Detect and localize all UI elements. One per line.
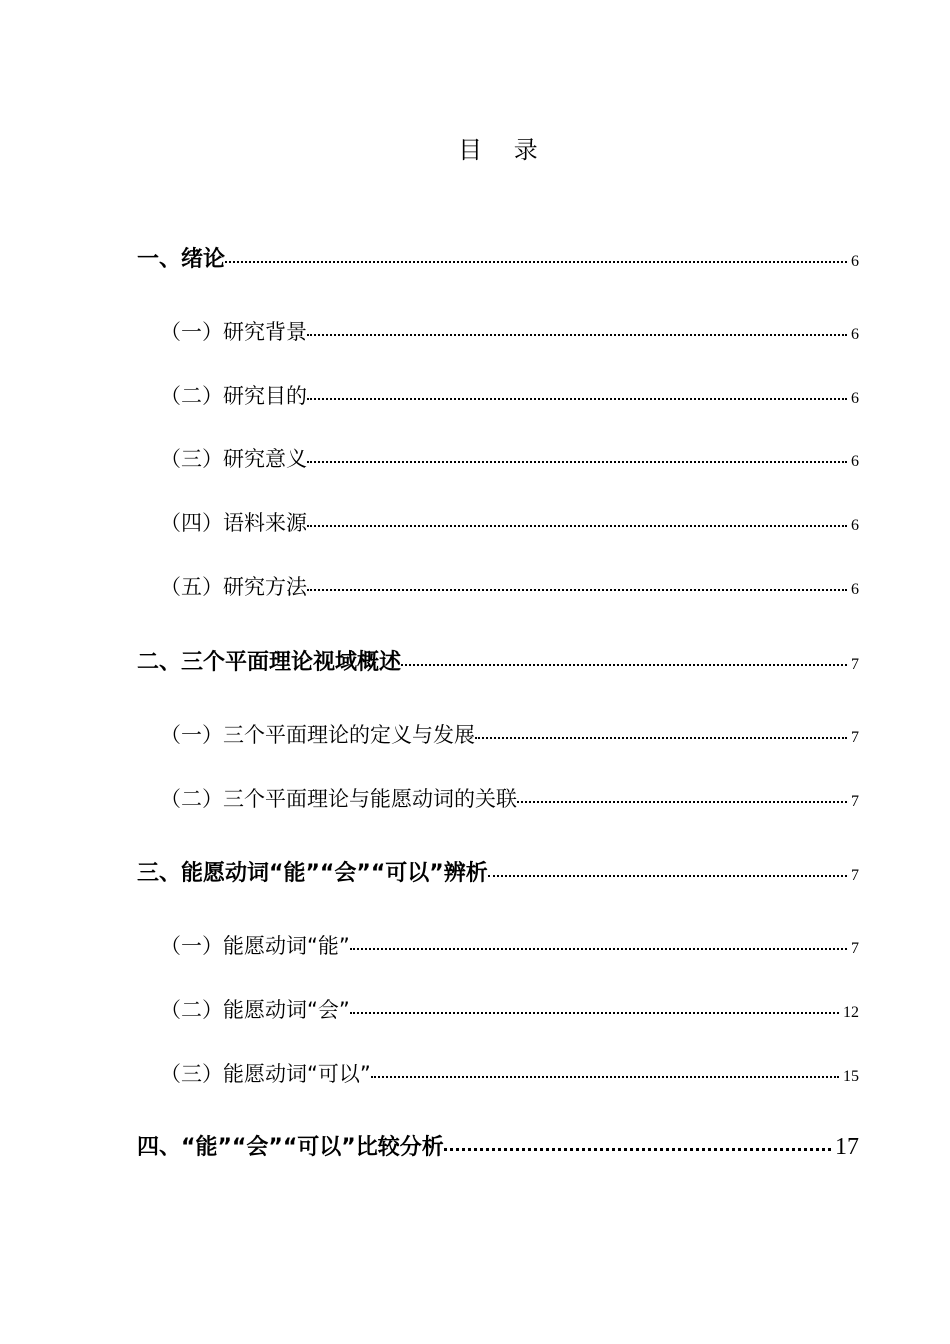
dot-leader [350,1012,839,1014]
toc-entry-chapter-3[interactable] [137,856,859,887]
dot-leader [488,875,847,877]
dot-leader [307,461,847,463]
toc-entry-page: 6 [851,453,859,470]
toc-entry-label: 四、“能”“会”“可以”比较分析 [137,1135,444,1160]
toc-title: 目 录 [458,136,550,164]
dot-leader [307,589,847,591]
dot-leader [475,737,847,739]
toc-entry-page: 6 [851,517,859,534]
toc-entry-section-1-3[interactable] [160,443,859,473]
toc-entry-label: （二）研究目的 [160,384,307,408]
toc-entry-label: 一、绪论 [137,247,226,272]
toc-entry-label: （五）研究方法 [160,575,307,599]
toc-entry-page: 7 [851,656,859,673]
toc-entry-page: 17 [835,1134,859,1160]
dot-leader [307,398,847,400]
toc-entry-page: 6 [851,253,859,270]
toc-entry-label: （一）研究背景 [160,320,307,344]
toc-entry-page: 7 [851,867,859,884]
dot-leader [350,948,847,950]
toc-entry-label: 二、三个平面理论视域概述 [137,650,402,675]
dot-leader [517,801,847,803]
toc-entry-page: 15 [843,1068,859,1085]
toc-entry-label: （一）三个平面理论的定义与发展 [160,723,475,747]
toc-entry-label: （二）能愿动词“会” [160,998,350,1022]
toc-entry-label: （三）研究意义 [160,447,307,471]
toc-entry-label: （一）能愿动词“能” [160,934,350,958]
toc-entry-page: 6 [851,326,859,343]
toc-entry-section-3-2[interactable] [160,994,859,1024]
toc-entry-section-3-1[interactable] [160,930,859,960]
toc-entry-section-3-3[interactable] [160,1058,859,1088]
toc-entry-section-1-1[interactable] [160,316,859,346]
dot-leader [307,334,847,336]
toc-entry-section-2-2[interactable] [160,783,859,813]
toc-entry-section-1-4[interactable] [160,507,859,537]
toc-entry-section-1-5[interactable] [160,571,859,601]
toc-entry-page: 7 [851,729,859,746]
toc-entry-label: （三）能愿动词“可以” [160,1062,371,1086]
toc-entry-page: 12 [843,1004,859,1021]
toc-entry-chapter-1[interactable] [137,242,859,273]
toc-entry-page: 6 [851,581,859,598]
toc-entry-page: 7 [851,940,859,957]
toc-entry-page: 6 [851,390,859,407]
dot-leader [307,525,847,527]
toc-entry-label: （二）三个平面理论与能愿动词的关联 [160,787,517,811]
dot-leader [225,261,847,263]
toc-entry-label: 三、能愿动词“能”“会”“可以”辨析 [137,861,488,886]
toc-entry-section-2-1[interactable] [160,719,859,749]
toc-entry-section-1-2[interactable] [160,380,859,410]
toc-entry-chapter-4[interactable] [137,1130,859,1161]
dot-leader [444,1148,831,1151]
toc-entry-chapter-2[interactable] [137,645,859,676]
toc-entry-label: （四）语料来源 [160,511,307,535]
dot-leader [371,1076,839,1078]
toc-entry-page: 7 [851,793,859,810]
dot-leader [401,664,847,666]
